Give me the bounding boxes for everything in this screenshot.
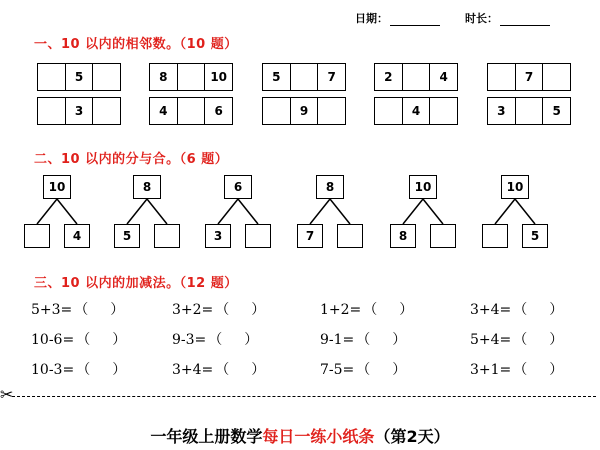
equation (320, 299, 413, 319)
tree-total-box[interactable]: 10 (501, 175, 529, 199)
equation-expression: 9-3= (172, 332, 207, 348)
answer-paren-open[interactable]: （ (74, 302, 89, 318)
answer-paren-close: ） (251, 362, 266, 378)
answer-paren-close: ） (110, 302, 125, 318)
tree-part-box-right[interactable] (154, 224, 180, 248)
answer-paren-close: ） (549, 362, 564, 378)
tree-branch-line (57, 199, 77, 224)
answer-paren-open[interactable]: （ (76, 362, 91, 378)
tree-branch-line (147, 199, 167, 224)
equation-expression: 3+2= (172, 302, 214, 318)
equation-expression: 5+3= (31, 302, 73, 318)
footer-title-part1: 一年级上册数学 (150, 427, 263, 446)
number-cell[interactable]: 2 (375, 64, 403, 90)
equation (470, 329, 563, 349)
equation (470, 359, 563, 379)
number-cell[interactable]: 4 (150, 98, 178, 124)
tree-part-box-left[interactable]: 3 (205, 224, 231, 248)
equation (320, 359, 406, 379)
number-cell[interactable]: 5 (66, 64, 94, 90)
answer-paren-open[interactable]: （ (215, 362, 230, 378)
equation-expression: 7-5= (320, 362, 355, 378)
equation-expression: 9-1= (320, 332, 355, 348)
answer-paren-open[interactable]: （ (513, 362, 528, 378)
tree-total-box[interactable]: 8 (133, 175, 161, 199)
equation (31, 359, 126, 379)
number-cell[interactable]: 4 (439, 70, 448, 84)
equation (320, 329, 406, 349)
tree-branch-line (238, 199, 258, 224)
scissors-icon: ✂ (0, 385, 14, 404)
tree-total-box[interactable]: 10 (43, 175, 71, 199)
equation (172, 329, 258, 349)
number-cell[interactable]: 3 (488, 98, 516, 124)
answer-paren-open[interactable]: （ (356, 362, 371, 378)
tree-total-box[interactable]: 6 (224, 175, 252, 199)
tree-part-box-left[interactable]: 7 (297, 224, 323, 248)
number-cell[interactable]: 8 (150, 64, 178, 90)
number-cell[interactable]: 9 (291, 98, 319, 124)
answer-paren-open[interactable]: （ (356, 332, 371, 348)
tree-part-box-left[interactable] (24, 224, 50, 248)
tree-part-box-right[interactable] (245, 224, 271, 248)
cut-line (12, 396, 596, 397)
tree-branch-line (423, 199, 443, 224)
equation-expression: 10-3= (31, 362, 75, 378)
equation (31, 329, 126, 349)
tree-branch-line (310, 199, 330, 224)
number-cell[interactable]: 5 (263, 64, 291, 90)
tree-total-box[interactable]: 10 (409, 175, 437, 199)
number-cell[interactable]: 4 (403, 98, 431, 124)
answer-paren-close: ） (392, 362, 407, 378)
tree-part-box-right[interactable]: 5 (522, 224, 548, 248)
answer-paren-open[interactable]: （ (513, 302, 528, 318)
footer-title-part3: （第2天） (374, 427, 450, 446)
answer-paren-close: ） (112, 332, 127, 348)
equation-expression: 3+1= (470, 362, 512, 378)
equation (172, 299, 265, 319)
answer-paren-open[interactable]: （ (208, 332, 223, 348)
answer-paren-close: ） (549, 302, 564, 318)
answer-paren-close: ） (251, 302, 266, 318)
tree-branch-line (403, 199, 423, 224)
equation-expression: 5+4= (470, 332, 512, 348)
equation-expression: 10-6= (31, 332, 75, 348)
equation-expression: 3+4= (172, 362, 214, 378)
duration-label: 时长： (465, 12, 498, 25)
section3-title: 三、10 以内的加减法。（12 题） (34, 276, 238, 291)
answer-paren-open[interactable]: （ (363, 302, 378, 318)
equation (172, 359, 265, 379)
answer-paren-close: ） (244, 332, 259, 348)
tree-part-box-left[interactable] (482, 224, 508, 248)
number-cell[interactable]: 10 (210, 70, 228, 84)
tree-part-box-left[interactable]: 5 (114, 224, 140, 248)
tree-branch-line (330, 199, 350, 224)
tree-part-box-left[interactable]: 8 (390, 224, 416, 248)
tree-branch-line (515, 199, 535, 224)
answer-paren-open[interactable]: （ (215, 302, 230, 318)
answer-paren-open[interactable]: （ (513, 332, 528, 348)
answer-paren-close: ） (112, 362, 127, 378)
answer-paren-close: ） (549, 332, 564, 348)
section2-title: 二、10 以内的分与合。（6 题） (34, 152, 229, 167)
answer-paren-open[interactable]: （ (76, 332, 91, 348)
tree-branch-line (495, 199, 515, 224)
answer-paren-close: ） (399, 302, 414, 318)
section1-title: 一、10 以内的相邻数。（10 题） (34, 37, 238, 52)
answer-paren-close: ） (392, 332, 407, 348)
tree-total-box[interactable]: 8 (316, 175, 344, 199)
equation (31, 299, 124, 319)
number-cell[interactable]: 3 (66, 98, 94, 124)
equation (470, 299, 563, 319)
tree-branch-line (127, 199, 147, 224)
date-label: 日期： (355, 12, 388, 25)
tree-branch-line (218, 199, 238, 224)
tree-part-box-right[interactable]: 4 (64, 224, 90, 248)
footer-title-part2: 每日一练小纸条 (262, 427, 375, 446)
equation-expression: 1+2= (320, 302, 362, 318)
tree-branch-line (37, 199, 57, 224)
number-cell[interactable]: 7 (327, 70, 336, 84)
number-cell[interactable]: 7 (516, 64, 544, 90)
number-cell[interactable]: 5 (552, 104, 561, 118)
tree-part-box-right[interactable] (337, 224, 363, 248)
number-cell[interactable]: 6 (214, 104, 223, 118)
tree-part-box-right[interactable] (430, 224, 456, 248)
equation-expression: 3+4= (470, 302, 512, 318)
footer-title (0, 424, 600, 447)
